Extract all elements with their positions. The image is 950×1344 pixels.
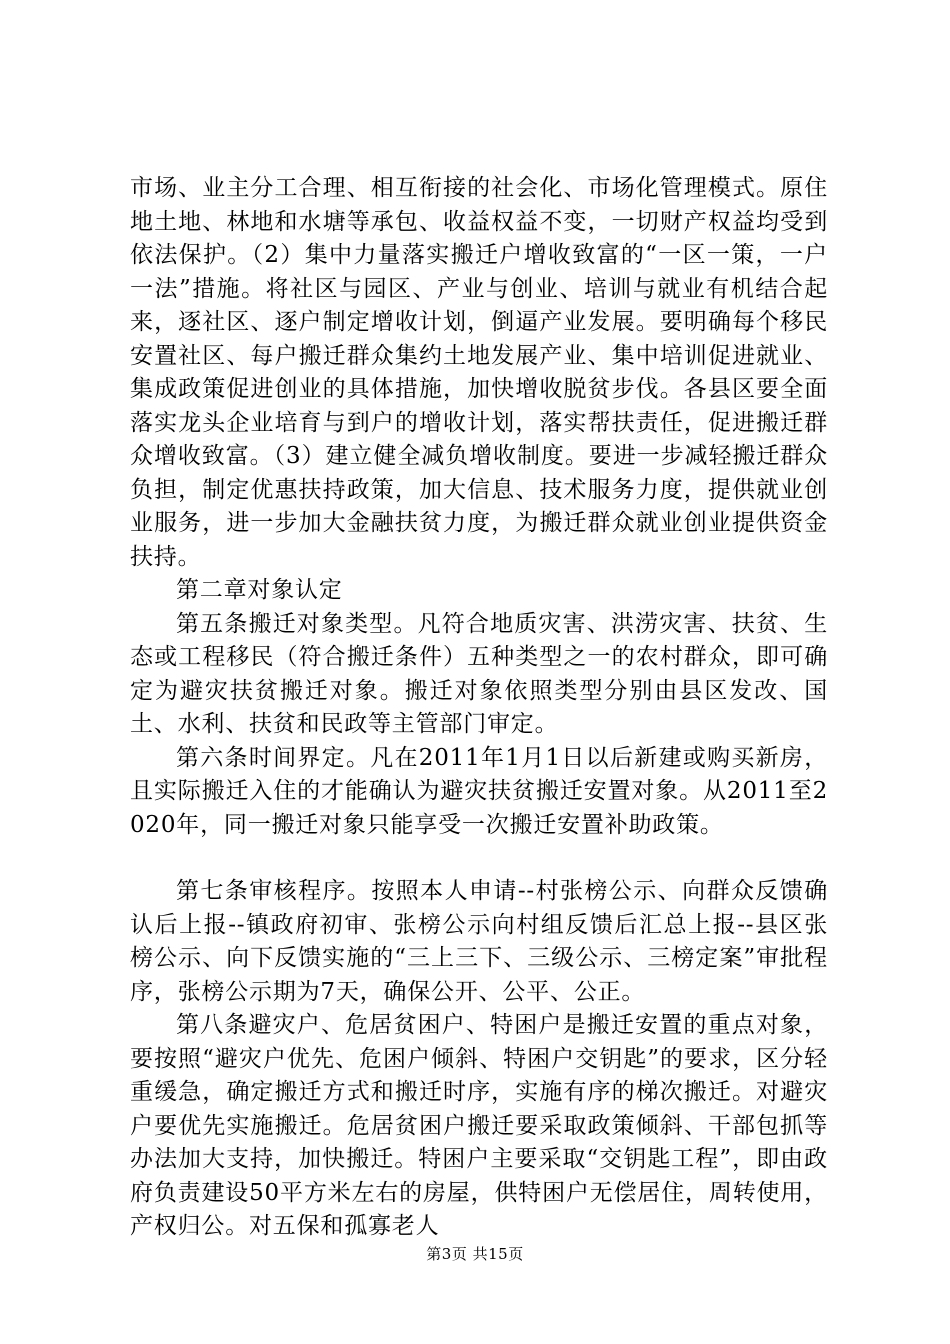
article-7-paragraph: 第七条审核程序。按照本人申请--村张榜公示、向群众反馈确认后上报--镇政府初审、张榜公示向村组反馈后汇总上报--县区张榜公示、向下反馈实施的“三上三下、三级公示、三榜定案”审批程序，张榜公示期为7天，确保公开、公平、公正。: [130, 878, 828, 1005]
paragraph-spacer: [130, 842, 828, 875]
article-8-paragraph: 第八条避灾户、危居贫困户、特困户是搬迁安置的重点对象，要按照“避灾户优先、危困户倾斜、特困户交钥匙”的要求，区分轻重缓急，确定搬迁方式和搬迁时序，实施有序的梯次搬迁。对避灾户要优先实施搬迁。危居贫困户搬迁要采取政策倾斜、干部包抓等办法加大支持，加快搬迁。特困户主要采取“交钥匙工程”，即由政府负责建设50平方米左右的房屋，供特困户无偿居住，周转使用，产权归公。对五保和孤寡老人: [130, 1012, 828, 1239]
article-5-paragraph: 第五条搬迁对象类型。凡符合地质灾害、洪涝灾害、扶贫、生态或工程移民（符合搬迁条件）五种类型之一的农村群众，即可确定为避灾扶贫搬迁对象。搬迁对象依照类型分别由县区发改、国土、水利、扶贫和民政等主管部门审定。: [130, 610, 828, 737]
document-body: [130, 172, 828, 1244]
article-6-paragraph: 第六条时间界定。凡在2011年1月1日以后新建或购买新房，且实际搬迁入住的才能确认为避灾扶贫搬迁安置对象。从2011至2020年，同一搬迁对象只能享受一次搬迁安置补助政策。: [130, 744, 828, 838]
chapter-heading: 第二章对象认定: [176, 577, 343, 603]
paragraph-continuation: 市场、业主分工合理、相互衔接的社会化、市场化管理模式。原住地土地、林地和水塘等承包、收益权益不变，一切财产权益均受到依法保护。（2）集中力量落实搬迁户增收致富的“一区一策，一户一法”措施。将社区与园区、产业与创业、培训与就业有机结合起来，逐社区、逐户制定增收计划，倒逼产业发展。要明确每个移民安置社区、每户搬迁群众集约土地发展产业、集中培训促进就业、集成政策促进创业的具体措施，加快增收脱贫步伐。各县区要全面落实龙头企业培育与到户的增收计划，落实帮扶责任，促进搬迁群众增收致富。（3）建立健全减负增收制度。要进一步减轻搬迁群众负担，制定优惠扶持政策，加大信息、技术服务力度，提供就业创业服务，进一步加大金融扶贫力度，为搬迁群众就业创业提供资金扶持。: [130, 175, 828, 570]
page-number-footer: 第3页 共15页: [426, 1245, 524, 1263]
